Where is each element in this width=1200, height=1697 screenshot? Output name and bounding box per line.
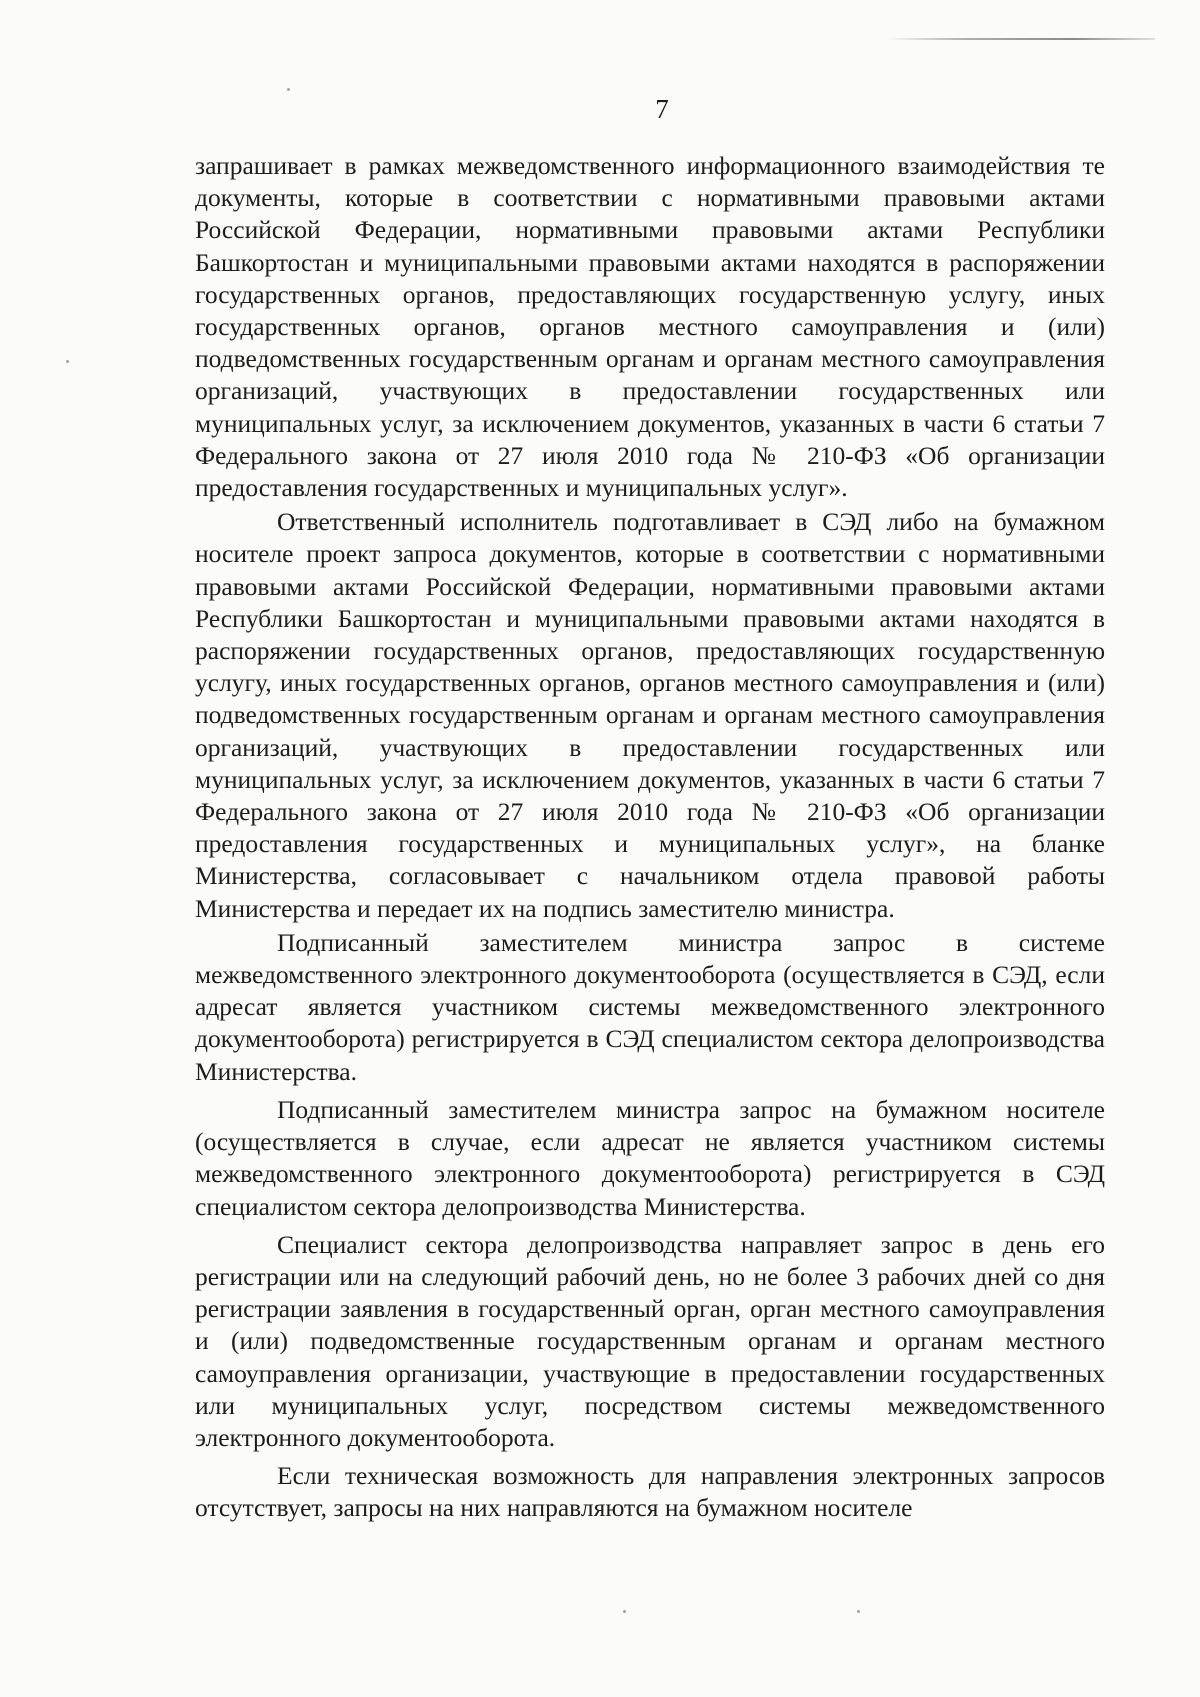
document-body (195, 150, 1105, 1525)
paragraph: Специалист сектора делопроизводства направляет запрос в день его регистрации или на следующий рабочий день, но не более 3 рабочих дней со дня регистрации заявления в государственный орган, орган местного самоуправления и (или) подведомственные государственным органам и органам местного самоуправления организации, участвующие в предоставлении государственных или муниципальных услуг, посредством системы межведомственного электронного документооборота. (195, 1229, 1105, 1452)
scan-speck (623, 1610, 626, 1613)
paragraph: Подписанный заместителем министра запрос в системе межведомственного электронного документооборота (осуществляется в СЭД, если адресат является участником системы межведомственного электронного документооборота) регистрируется в СЭД специалистом сектора делопроизводства Министерства. (195, 927, 1105, 1086)
scan-speck (287, 88, 290, 91)
paragraph: Если техническая возможность для направления электронных запросов отсутствует, запросы на них направляются на бумажном носителе (195, 1461, 1105, 1523)
paragraph: запрашивает в рамках межведомственного информационного взаимодействия те документы, которые в соответствии с нормативными правовыми актами Российской Федерации, нормативными правовыми актами Республики Башкортостан и муниципальными правовыми актами находятся в распоряжении государственных органов, предоставляющих государственную услугу, иных государственных органов, органов местного самоуправления и (или) подведомственных государственным органам и органам местного самоуправления организаций, участвующих в предоставлении государственных или муниципальных услуг, за исключением документов, указанных в части 6 статьи 7 Федерального закона от 27 июля 2010 года № 210-ФЗ «Об организации предоставления государственных и муниципальных услуг». (195, 151, 1105, 503)
scan-speck (66, 360, 69, 363)
scan-artifact-line (885, 38, 1155, 40)
page-number: 7 (655, 94, 669, 124)
scan-speck (857, 1610, 860, 1613)
paragraph: Ответственный исполнитель подготавливает в СЭД либо на бумажном носителе проект запроса документов, которые в соответствии с нормативными правовыми актами Российской Федерации, нормативными правовыми актами Республики Башкортостан и муниципальными правовыми актами находятся в распоряжении государственных органов, предоставляющих государственную услугу, иных государственных органов, органов местного самоуправления и (или) подведомственных государственным органам и органам местного самоуправления организаций, участвующих в предоставлении государственных или муниципальных услуг, за исключением документов, указанных в части 6 статьи 7 Федерального закона от 27 июля 2010 года № 210-ФЗ «Об организации предоставления государственных и муниципальных услуг», на бланке Министерства, согласовывает с начальником отдела правовой работы Министерства и передает их на подпись заместителю министра. (195, 507, 1105, 923)
paragraph: Подписанный заместителем министра запрос на бумажном носителе (осуществляется в случае, если адресат не является участником системы межведомственного электронного документооборота) регистрируется в СЭД специалистом сектора делопроизводства Министерства. (195, 1094, 1105, 1221)
